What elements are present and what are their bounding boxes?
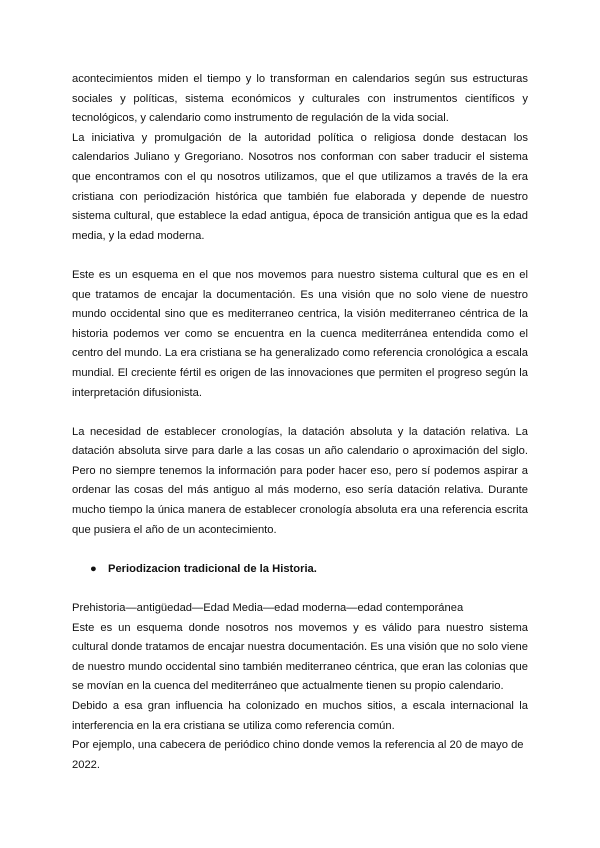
- paragraph-chronology: La necesidad de establecer cronologías, la datación absoluta y la datación relativa. La datación absoluta sirve para darle a las cosas un año calendario o aproximación del siglo. Pero no siempre tenemos la información para poder hacer eso, pero sí podemos aspirar a ordenar las cosas del más antiguo al más moderno, eso sería datación relativa. Durante mucho tiempo la única manera de establecer cronología absoluta era una referencia escrita que pusiera el año de un acontecimiento.: [72, 425, 528, 536]
- paragraph-gap: [72, 579, 528, 599]
- paragraph-scheme: Este es un esquema en el que nos movemos para nuestro sistema cultural que es en el que tratamos de encajar la documentación. Es una visión que no solo viene de nuestro mundo occidental sino que es mediterraneo centrica, la visión mediterraneo céntrica de la historia podemos ver como se encuentra en la cuenca mediterránea entendida como el centro del mundo. La era cristiana se ha generalizado como referencia cronológica a escala mundial. El creciente fértil es origen de las innovaciones que permiten el progreso según la interpretación difusionista.: [72, 268, 528, 399]
- paragraph-influence: Debido a esa gran influencia ha colonizado en muchos sitios, a escala internacional la interferencia en la era cristiana se utiliza como referencia común.: [72, 700, 528, 732]
- paragraph-example: Por ejemplo, una cabecera de periódico chino donde vemos la referencia al 20 de mayo de 2022.: [72, 739, 524, 771]
- periods-line: Prehistoria—antigüedad—Edad Media—edad moderna—edad contemporánea: [72, 602, 464, 615]
- paragraph-gap: [72, 246, 528, 266]
- paragraph-authority: La iniciativa y promulgación de la autoridad política o religiosa donde destacan los calendarios Juliano y Gregoriano. Nosotros nos conforman con saber traducir el sistema que encontramos con el qu nosotros utilizamos, que el que utilizamos a través de la era cristiana con periodización histórica que también fue elaborada y depende de nuestro sistema cultural, que establece la edad antigua, época de transición antigua que es la edad media, y la edad moderna.: [72, 131, 528, 242]
- bullet-heading-text: Periodizacion tradicional de la Historia.: [108, 562, 317, 575]
- paragraph-gap: [72, 540, 528, 560]
- bullet-icon: ●: [90, 562, 97, 575]
- bullet-heading: [72, 560, 528, 580]
- paragraph-gap: [72, 403, 528, 423]
- paragraph-mediterranean: Este es un esquema donde nosotros nos movemos y es válido para nuestro sistema cultural donde tratamos de encajar nuestra documentación. Es una visión que no solo viene de nuestro mundo occidental sino también mediterraneo céntrica, que eran las colonias que se movían en la cuenca del mediterráneo que actualmente tienen su propio calendario.: [72, 621, 528, 693]
- paragraph-calendars: acontecimientos miden el tiempo y lo transforman en calendarios según sus estructuras sociales y políticas, sistema económicos y culturales con instrumentos científicos y tecnológicos, y calendario como instrumento de regulación de la vida social.: [72, 73, 528, 125]
